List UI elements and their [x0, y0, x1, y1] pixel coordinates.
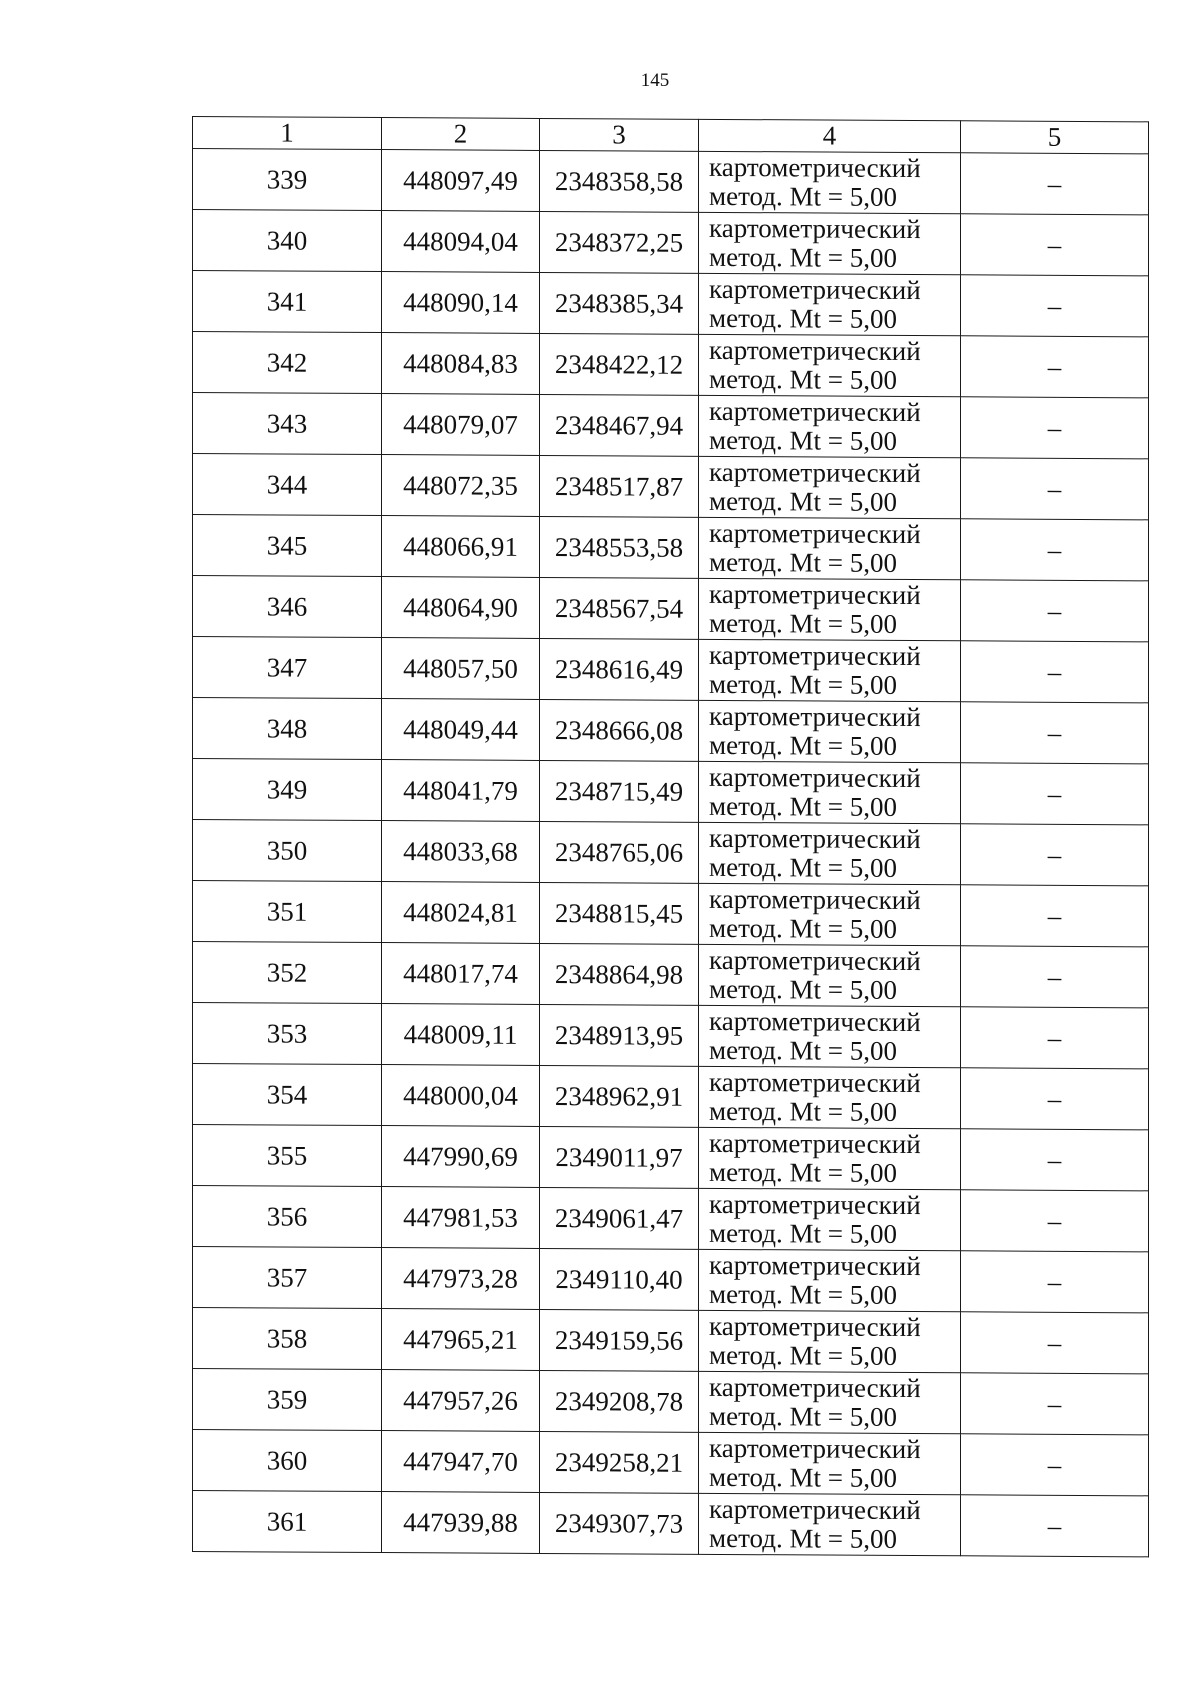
- table-row: [193, 1369, 1149, 1435]
- method-line-1: картометрический: [709, 822, 921, 855]
- method-cell: [699, 1188, 961, 1250]
- table-row: [193, 149, 1149, 215]
- table-row: [193, 1430, 1149, 1496]
- method-cell: [699, 1249, 961, 1311]
- table-row: [193, 454, 1149, 520]
- method-cell: [699, 761, 961, 823]
- y-coordinate-cell: 2348864,98: [540, 943, 699, 1005]
- note-cell: –: [961, 519, 1149, 581]
- y-coordinate-cell: 2348422,12: [540, 333, 699, 395]
- note-cell: –: [961, 1495, 1149, 1557]
- method-line-2: метод. Mt = 5,00: [709, 607, 897, 639]
- method-line-2: метод. Mt = 5,00: [709, 1156, 897, 1188]
- table-row: [193, 210, 1149, 276]
- method-line-1: картометрический: [709, 1188, 921, 1221]
- x-coordinate-cell: 447957,26: [382, 1370, 540, 1432]
- y-coordinate-cell: 2349011,97: [540, 1126, 699, 1188]
- method-line-1: картометрический: [709, 273, 921, 306]
- column-header-5: 5: [961, 121, 1149, 154]
- table-row: [193, 759, 1149, 825]
- method-line-1: картометрический: [709, 639, 921, 672]
- x-coordinate-cell: 448041,79: [382, 760, 540, 822]
- y-coordinate-cell: 2348385,34: [540, 272, 699, 334]
- method-cell: [699, 151, 961, 213]
- note-cell: –: [961, 580, 1149, 642]
- note-cell: –: [961, 885, 1149, 947]
- note-cell: –: [961, 763, 1149, 825]
- point-number-cell: 358: [193, 1308, 382, 1370]
- method-line-1: картометрический: [709, 1127, 921, 1160]
- method-cell: [699, 822, 961, 884]
- column-header-3: 3: [540, 118, 699, 151]
- method-line-1: картометрический: [709, 700, 921, 733]
- x-coordinate-cell: 448033,68: [382, 821, 540, 883]
- point-number-cell: 360: [193, 1430, 382, 1492]
- method-line-1: картометрический: [709, 1310, 921, 1343]
- method-cell: [699, 212, 961, 274]
- note-cell: –: [961, 702, 1149, 764]
- method-cell: [699, 1005, 961, 1067]
- point-number-cell: 351: [193, 881, 382, 943]
- method-cell: [699, 1432, 961, 1494]
- x-coordinate-cell: 447939,88: [382, 1492, 540, 1554]
- table-row: [193, 515, 1149, 581]
- table-row: [193, 1125, 1149, 1191]
- x-coordinate-cell: 448024,81: [382, 882, 540, 944]
- y-coordinate-cell: 2348358,58: [540, 150, 699, 212]
- method-line-1: картометрический: [709, 1493, 921, 1526]
- method-line-1: картометрический: [709, 517, 921, 550]
- table-row: [193, 1308, 1149, 1374]
- y-coordinate-cell: 2348517,87: [540, 455, 699, 517]
- y-coordinate-cell: 2349061,47: [540, 1187, 699, 1249]
- method-line-2: метод. Mt = 5,00: [709, 424, 897, 456]
- point-number-cell: 354: [193, 1064, 382, 1126]
- point-number-cell: 352: [193, 942, 382, 1004]
- method-line-2: метод. Mt = 5,00: [709, 1095, 897, 1127]
- method-line-1: картометрический: [709, 212, 921, 245]
- x-coordinate-cell: 447973,28: [382, 1248, 540, 1310]
- note-cell: –: [961, 946, 1149, 1008]
- method-line-1: картометрический: [709, 944, 921, 977]
- x-coordinate-cell: 448064,90: [382, 577, 540, 639]
- point-number-cell: 343: [193, 393, 382, 455]
- table-row: [193, 942, 1149, 1008]
- table-body: [193, 149, 1149, 1557]
- column-header-1: 1: [193, 117, 382, 150]
- point-number-cell: 342: [193, 332, 382, 394]
- method-line-2: метод. Mt = 5,00: [709, 1400, 897, 1432]
- table-header-row: [193, 117, 1149, 154]
- x-coordinate-cell: 448072,35: [382, 455, 540, 517]
- method-line-1: картометрический: [709, 1249, 921, 1282]
- table-row: [193, 1003, 1149, 1069]
- point-number-cell: 347: [193, 637, 382, 699]
- x-coordinate-cell: 448094,04: [382, 211, 540, 273]
- y-coordinate-cell: 2348467,94: [540, 394, 699, 456]
- method-line-2: метод. Mt = 5,00: [709, 1339, 897, 1371]
- note-cell: –: [961, 336, 1149, 398]
- method-line-1: картометрический: [709, 456, 921, 489]
- x-coordinate-cell: 448057,50: [382, 638, 540, 700]
- note-cell: –: [961, 458, 1149, 520]
- method-line-1: картометрический: [709, 1371, 921, 1404]
- y-coordinate-cell: 2348962,91: [540, 1065, 699, 1127]
- y-coordinate-cell: 2349258,21: [540, 1431, 699, 1493]
- note-cell: –: [961, 153, 1149, 215]
- x-coordinate-cell: 448097,49: [382, 150, 540, 212]
- method-line-2: метод. Mt = 5,00: [709, 180, 897, 212]
- note-cell: –: [961, 214, 1149, 276]
- column-header-2: 2: [382, 118, 540, 151]
- y-coordinate-cell: 2349110,40: [540, 1248, 699, 1310]
- point-number-cell: 353: [193, 1003, 382, 1065]
- method-line-1: картометрический: [709, 151, 921, 184]
- y-coordinate-cell: 2348616,49: [540, 638, 699, 700]
- note-cell: –: [961, 824, 1149, 886]
- point-number-cell: 345: [193, 515, 382, 577]
- point-number-cell: 355: [193, 1125, 382, 1187]
- table-row: [193, 576, 1149, 642]
- method-cell: [699, 944, 961, 1006]
- method-line-2: метод. Mt = 5,00: [709, 1034, 897, 1066]
- point-number-cell: 359: [193, 1369, 382, 1431]
- page-number: 145: [640, 70, 670, 91]
- table-row: [193, 1064, 1149, 1130]
- point-number-cell: 356: [193, 1186, 382, 1248]
- x-coordinate-cell: 447990,69: [382, 1126, 540, 1188]
- point-number-cell: 348: [193, 698, 382, 760]
- method-line-2: метод. Mt = 5,00: [709, 973, 897, 1005]
- y-coordinate-cell: 2348553,58: [540, 516, 699, 578]
- y-coordinate-cell: 2348765,06: [540, 821, 699, 883]
- x-coordinate-cell: 448017,74: [382, 943, 540, 1005]
- method-cell: [699, 1493, 961, 1555]
- point-number-cell: 349: [193, 759, 382, 821]
- method-cell: [699, 883, 961, 945]
- x-coordinate-cell: 448084,83: [382, 333, 540, 395]
- point-number-cell: 341: [193, 271, 382, 333]
- y-coordinate-cell: 2349208,78: [540, 1370, 699, 1432]
- table-row: [193, 332, 1149, 398]
- y-coordinate-cell: 2348567,54: [540, 577, 699, 639]
- y-coordinate-cell: 2348913,95: [540, 1004, 699, 1066]
- table-row: [193, 1247, 1149, 1313]
- method-line-1: картометрический: [709, 395, 921, 428]
- x-coordinate-cell: 448066,91: [382, 516, 540, 578]
- method-cell: [699, 334, 961, 396]
- table-row: [193, 1186, 1149, 1252]
- note-cell: –: [961, 275, 1149, 337]
- note-cell: –: [961, 1190, 1149, 1252]
- method-line-2: метод. Mt = 5,00: [709, 1217, 897, 1249]
- point-number-cell: 350: [193, 820, 382, 882]
- method-cell: [699, 395, 961, 457]
- table-row: [193, 1491, 1149, 1557]
- method-line-2: метод. Mt = 5,00: [709, 668, 897, 700]
- method-line-1: картометрический: [709, 578, 921, 611]
- y-coordinate-cell: 2349159,56: [540, 1309, 699, 1371]
- note-cell: –: [961, 1129, 1149, 1191]
- method-line-1: картометрический: [709, 1066, 921, 1099]
- note-cell: –: [961, 1068, 1149, 1130]
- method-line-2: метод. Mt = 5,00: [709, 1522, 897, 1554]
- column-header-4: 4: [699, 119, 961, 152]
- method-cell: [699, 639, 961, 701]
- method-line-2: метод. Mt = 5,00: [709, 363, 897, 395]
- method-line-1: картометрический: [709, 761, 921, 794]
- y-coordinate-cell: 2348666,08: [540, 699, 699, 761]
- note-cell: –: [961, 1007, 1149, 1069]
- table-row: [193, 637, 1149, 703]
- x-coordinate-cell: 448090,14: [382, 272, 540, 334]
- method-line-2: метод. Mt = 5,00: [709, 1461, 897, 1493]
- method-cell: [699, 273, 961, 335]
- method-line-2: метод. Mt = 5,00: [709, 851, 897, 883]
- table-row: [193, 393, 1149, 459]
- method-cell: [699, 1127, 961, 1189]
- table-row: [193, 881, 1149, 947]
- method-cell: [699, 1310, 961, 1372]
- method-line-2: метод. Mt = 5,00: [709, 546, 897, 578]
- method-line-2: метод. Mt = 5,00: [709, 790, 897, 822]
- method-cell: [699, 1371, 961, 1433]
- table-row: [193, 698, 1149, 764]
- point-number-cell: 357: [193, 1247, 382, 1309]
- method-line-2: метод. Mt = 5,00: [709, 485, 897, 517]
- point-number-cell: 344: [193, 454, 382, 516]
- x-coordinate-cell: 448009,11: [382, 1004, 540, 1066]
- note-cell: –: [961, 1434, 1149, 1496]
- note-cell: –: [961, 1373, 1149, 1435]
- method-cell: [699, 578, 961, 640]
- method-line-2: метод. Mt = 5,00: [709, 1278, 897, 1310]
- y-coordinate-cell: 2348815,45: [540, 882, 699, 944]
- point-number-cell: 346: [193, 576, 382, 638]
- point-number-cell: 339: [193, 149, 382, 211]
- x-coordinate-cell: 448000,04: [382, 1065, 540, 1127]
- note-cell: –: [961, 1312, 1149, 1374]
- x-coordinate-cell: 447947,70: [382, 1431, 540, 1493]
- method-line-2: метод. Mt = 5,00: [709, 302, 897, 334]
- note-cell: –: [961, 1251, 1149, 1313]
- table-row: [193, 820, 1149, 886]
- method-cell: [699, 456, 961, 518]
- x-coordinate-cell: 448049,44: [382, 699, 540, 761]
- y-coordinate-cell: 2348372,25: [540, 211, 699, 273]
- method-line-1: картометрический: [709, 1432, 921, 1465]
- method-line-1: картометрический: [709, 334, 921, 367]
- x-coordinate-cell: 447981,53: [382, 1187, 540, 1249]
- x-coordinate-cell: 448079,07: [382, 394, 540, 456]
- method-line-2: метод. Mt = 5,00: [709, 729, 897, 761]
- y-coordinate-cell: 2349307,73: [540, 1492, 699, 1554]
- y-coordinate-cell: 2348715,49: [540, 760, 699, 822]
- method-line-2: метод. Mt = 5,00: [709, 241, 897, 273]
- note-cell: –: [961, 641, 1149, 703]
- method-cell: [699, 517, 961, 579]
- point-number-cell: 361: [193, 1491, 382, 1553]
- method-line-1: картометрический: [709, 1005, 921, 1038]
- coordinates-table: [192, 116, 1149, 1557]
- method-cell: [699, 1066, 961, 1128]
- x-coordinate-cell: 447965,21: [382, 1309, 540, 1371]
- note-cell: –: [961, 397, 1149, 459]
- method-line-2: метод. Mt = 5,00: [709, 912, 897, 944]
- point-number-cell: 340: [193, 210, 382, 272]
- method-line-1: картометрический: [709, 883, 921, 916]
- method-cell: [699, 700, 961, 762]
- table-row: [193, 271, 1149, 337]
